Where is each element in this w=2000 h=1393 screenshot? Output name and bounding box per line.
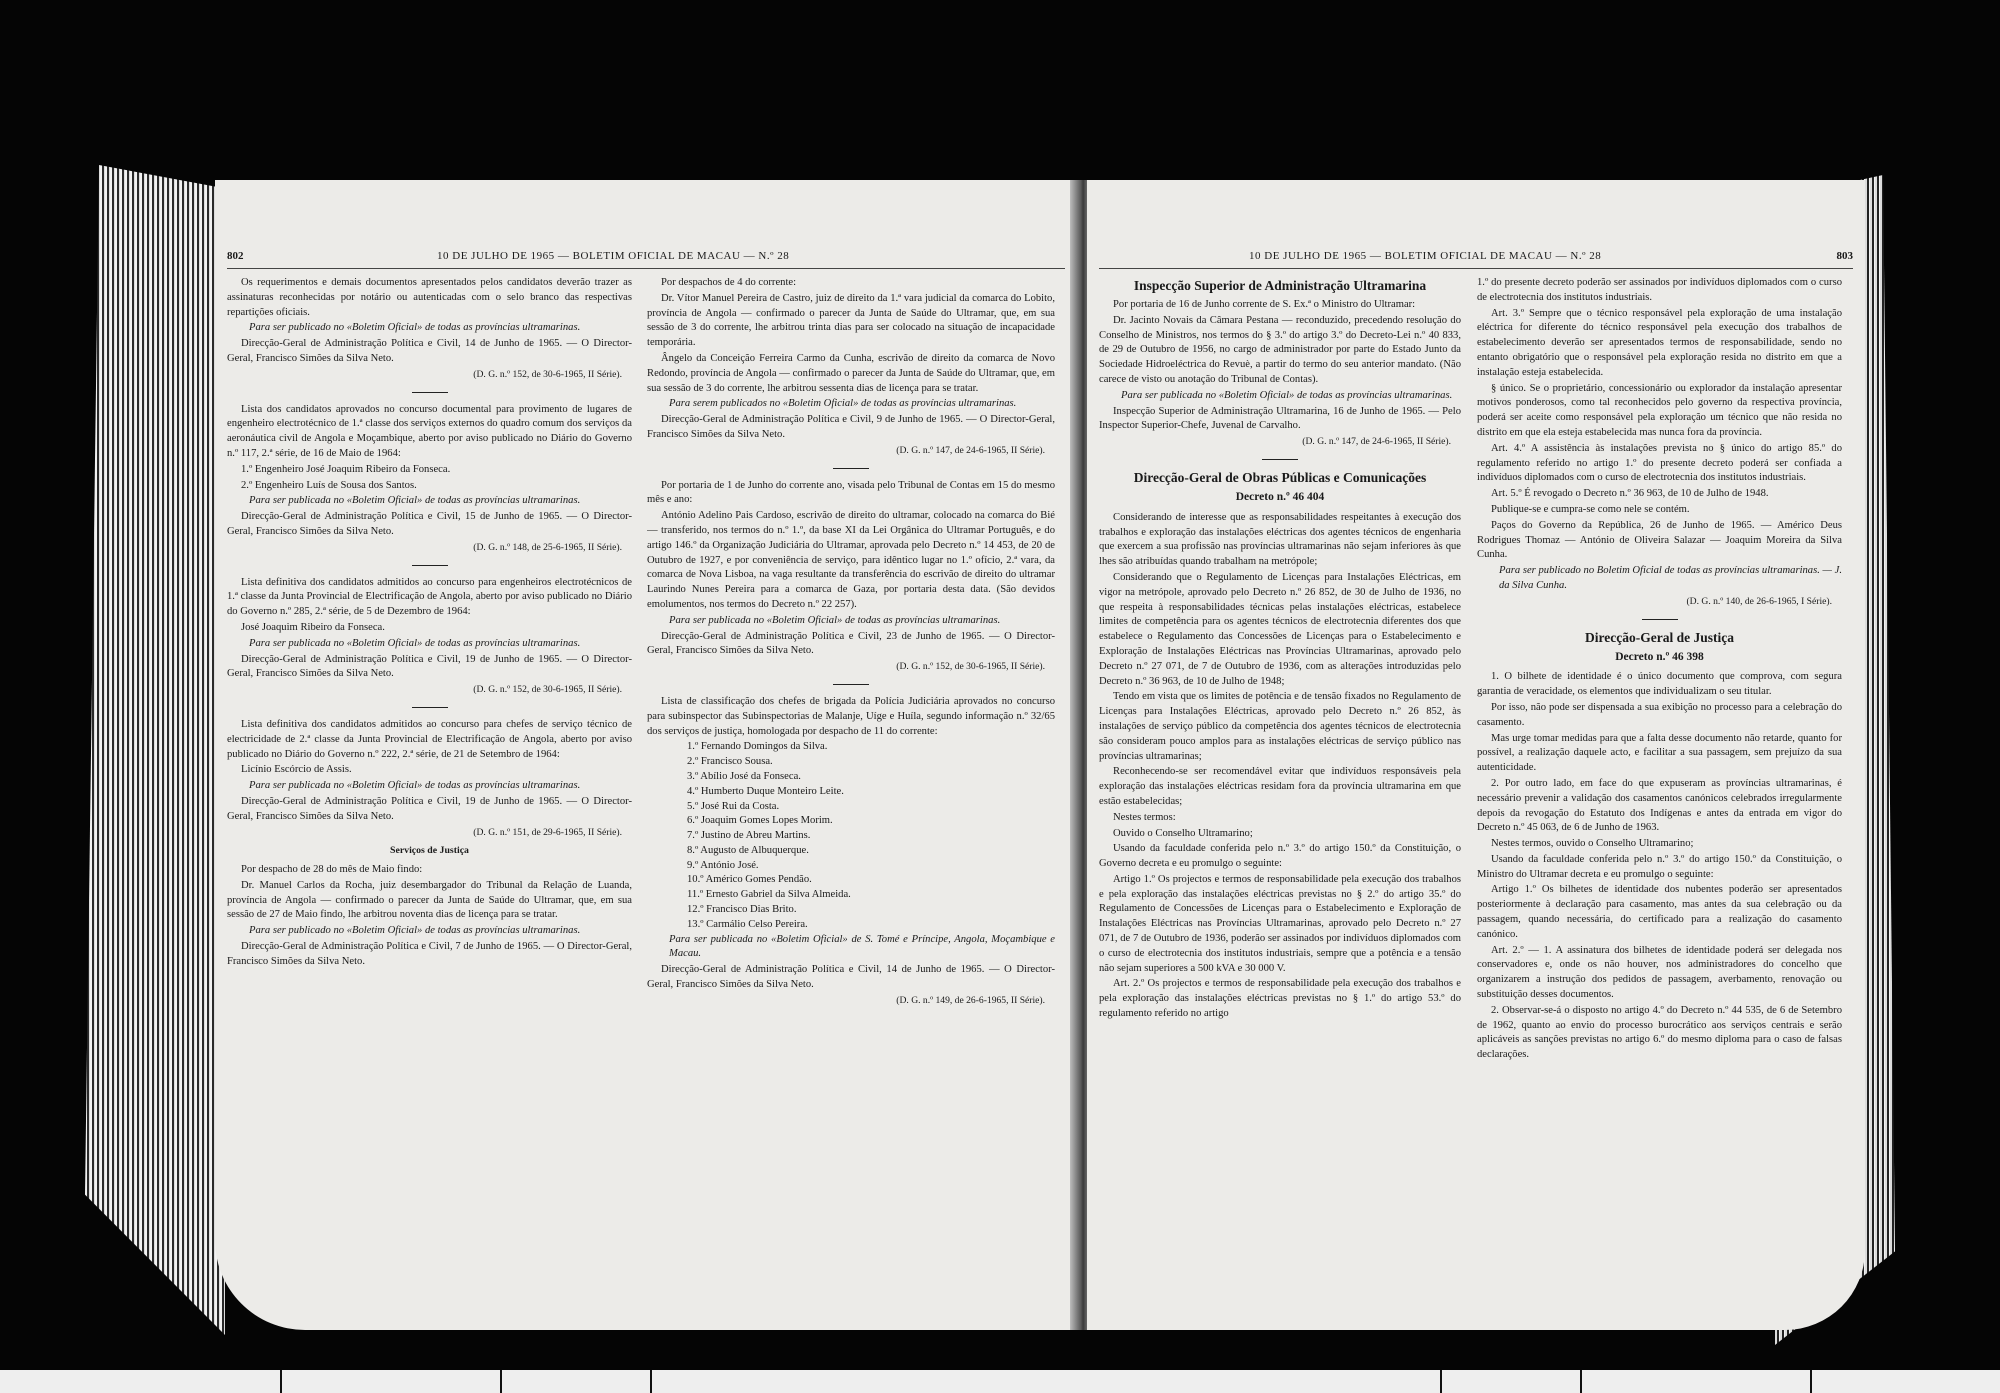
gazette-reference: (D. G. n.º 149, de 26-6-1965, II Série). <box>896 994 1045 1006</box>
paragraph: Lista de classificação dos chefes de brigada da Polícia Judiciária aprovados no concurso para subinspector das Subinspectorias de Malanje, Uíge e Huíla, segundo informação n.º 32/65 dos serviços de justiça, homologada por despacho de 11 do corrente: <box>647 695 1055 737</box>
decree-heading: Decreto n.º 46 404 <box>1235 490 1325 503</box>
paragraph: Direcção-Geral de Administração Política e Civil, 19 de Junho de 1965. — O Director-Geral, Francisco Simões da Silva Neto. <box>227 795 632 822</box>
paragraph: 2. Observar-se-á o disposto no artigo 4.º do Decreto n.º 44 535, de 6 de Setembro de 1962, quanto ao envio do processo burocrático aos serviços centrais e serão aplicáveis as sanções previstas no artigo 6.º do mesmo diploma para o caso de falsas declarações. <box>1477 1004 1842 1061</box>
section-divider <box>1262 459 1298 460</box>
film-mark <box>650 1370 652 1393</box>
paragraph: Usando da faculdade conferida pelo n.º 3.º do artigo 150.º da Constituição, o Ministro do Ultramar decreta e eu promulgo o seguinte: <box>1477 853 1842 880</box>
paragraph: Por despacho de 28 do mês de Maio findo: <box>241 864 423 876</box>
film-mark <box>500 1370 502 1393</box>
gazette-reference: (D. G. n.º 148, de 25-6-1965, II Série). <box>473 541 622 553</box>
list-item: 10.º Américo Gomes Pendão. <box>687 874 812 886</box>
list-item: 9.º António José. <box>687 859 759 871</box>
paragraph: Art. 2.º Os projectos e termos de responsabilidade pela execução dos trabalhos e pela exploração das instalações eléctricas previstas no § 1.º do artigo 53.º do regulamento referido no artigo <box>1099 978 1461 1020</box>
section-heading: Direcção-Geral de Justiça <box>1585 629 1734 645</box>
running-title: 10 DE JULHO DE 1965 — BOLETIM OFICIAL DE MACAU — N.º 28 <box>437 250 790 262</box>
paragraph: Art. 5.º É revogado o Decreto n.º 36 963, de 10 de Julho de 1948. <box>1491 488 1769 500</box>
paragraph: Direcção-Geral de Administração Política e Civil, 19 de Junho de 1965. — O Director-Geral, Francisco Simões da Silva Neto. <box>227 653 632 680</box>
gazette-reference: (D. G. n.º 152, de 30-6-1965, II Série). <box>896 661 1045 673</box>
running-title: 10 DE JULHO DE 1965 — BOLETIM OFICIAL DE MACAU — N.º 28 <box>1249 250 1602 262</box>
list-item: 7.º Justino de Abreu Martins. <box>687 830 811 842</box>
gazette-reference: (D. G. n.º 147, de 24-6-1965, II Série). <box>1302 436 1451 448</box>
list-item: 1.º Fernando Domingos da Silva. <box>687 741 828 753</box>
section-divider <box>412 565 448 566</box>
publication-note: Para ser publicada no «Boletim Oficial» de todas as províncias ultramarinas. <box>249 780 581 792</box>
paragraph: Art. 2.º — 1. A assinatura dos bilhetes de identidade poderá ser delegada nos conservadores e, onde os não houver, nos administradores do concelho que organizarem a instrução dos pedidos de passagem, averbamento, renovação ou substituição desses documentos. <box>1477 944 1842 1001</box>
list-item: 11.º Ernesto Gabriel da Silva Almeida. <box>687 889 851 901</box>
section-heading: Serviços de Justiça <box>390 845 469 857</box>
paragraph: Lista dos candidatos aprovados no concurso documental para provimento de lugares de engenheiro electrotécnico de 1.ª classe dos serviços externos do quadro comum dos serviços da aeronáutica civil de Angola e Moçambique, aberto por aviso publicado no Diário do Governo n.º 117, 2.ª série, de 16 de Maio de 1964: <box>227 403 632 459</box>
paragraph: Dr. Jacinto Novais da Câmara Pestana — reconduzido, precedendo resolução do Conselho de Ministros, nos termos do § 3.º do artigo 3.º do Decreto-Lei n.º 40 833, de 29 de Outubro de 1956, no cargo de administrador por parte do Estado Junto da Sociedade Hidroeléctrica do Revuè, a partir do termo do seu anterior mandato. (Não carece de visto ou anotação do Tribunal de Contas). <box>1099 314 1461 385</box>
paragraph: 1. O bilhete de identidade é o único documento que comprova, com segura garantia de veracidade, os elementos que individualizam o seu titular. <box>1477 671 1842 698</box>
section-divider <box>833 684 869 685</box>
list-item: 3.º Abílio José da Fonseca. <box>687 770 801 782</box>
paragraph: Art. 3.º Sempre que o técnico responsável pela exploração de uma instalação eléctrica for diferente do técnico responsável pela execução dos trabalhos de estabelecimento deverão ser apresentados termos de responsabilidade, sendo no entanto obrigatório que o responsável pela exploração resida no distrito em que a instalação esteja estabelecida. <box>1477 307 1842 378</box>
film-strip-edge <box>0 1370 2000 1393</box>
film-mark <box>1440 1370 1442 1393</box>
paragraph: Direcção-Geral de Administração Política e Civil, 23 de Junho de 1965. — O Director-Geral, Francisco Simões da Silva Neto. <box>647 630 1055 657</box>
list-item: 8.º Augusto de Albuquerque. <box>687 844 809 856</box>
paragraph: Tendo em vista que os limites de potência e de tensão fixados no Regulamento de Licenças para Instalações Eléctricas, aprovado pelo Decreto n.º 26 852, às instalações de serviço público da competência dos agentes técnicos de electrotecnia são consideram pouco amplos para as instalações eléctricas de serviço público nas províncias ultramarinas; <box>1099 691 1461 762</box>
paragraph: § único. Se o proprietário, concessionário ou explorador da instalação apresentar motivos ponderosos, como tal reconhecidos pelo governo da respectiva província, poderá ser aceite como responsável pela exploração um técnico que não resida no distrito em que ela esteja estabelecida mas nunca fora da província. <box>1477 382 1842 438</box>
left-page-column-1 <box>227 276 632 1316</box>
publication-note: Para ser publicada no «Boletim Oficial» de S. Tomé e Príncipe, Angola, Moçambique e Macau. <box>669 933 1055 960</box>
paragraph: António Adelino Pais Cardoso, escrivão de direito do ultramar, colocado na comarca do Bié — transferido, nos termos do n.º 1.º, da base XI da Lei Orgânica do Ultramar Português, e do artigo 146.º da Organização Judiciária do Ultramar, aprovada pelo Decreto n.º 14 453, de 20 de Outubro de 1927, e por conveniência de serviço, para idêntico lugar no 1.º ofício, 2.ª vara, da comarca de Nova Lisboa, na vaga resultante da transferência do escrivão de direito do ultramar Laurindo Nunes Pereira para a comarca de Gaza, por portaria desta data. (São devidos emolumentos, nos termos do Decreto n.º 22 257). <box>647 510 1055 610</box>
section-divider <box>1642 619 1678 620</box>
publication-note: Para ser publicada no «Boletim Oficial» de todas as províncias ultramarinas. <box>669 614 1001 626</box>
left-page-header <box>227 250 1065 269</box>
paragraph: Direcção-Geral de Administração Política e Civil, 15 de Junho de 1965. — O Director-Geral, Francisco Simões da Silva Neto. <box>227 511 632 537</box>
list-item: 4.º Humberto Duque Monteiro Leite. <box>687 785 844 797</box>
list-item: 5.º José Rui da Costa. <box>687 800 780 812</box>
publication-note: Para ser publicado no «Boletim Oficial» de todas as províncias ultramarinas. <box>249 322 581 334</box>
paragraph: José Joaquim Ribeiro da Fonseca. <box>241 621 385 633</box>
section-heading: Inspecção Superior de Administração Ultramarina <box>1133 278 1427 293</box>
list-item: 13.º Carmálio Celso Pereira. <box>687 918 808 930</box>
ranked-list <box>647 740 1055 932</box>
publication-note: Para ser publicada no «Boletim Oficial» de todas as províncias ultramarinas. <box>249 495 581 507</box>
publication-note: Para ser publicado no «Boletim Oficial» de todas as províncias ultramarinas. <box>249 925 581 937</box>
paragraph: Nestes termos, ouvido o Conselho Ultramarino; <box>1491 838 1694 850</box>
publication-note: Para ser publicada no «Boletim Oficial» de todas as províncias ultramarinas. <box>1121 389 1453 401</box>
paragraph: Publique-se e cumpra-se como nele se contém. <box>1491 503 1690 515</box>
paragraph: Art. 4.º A assistência às instalações prevista no § único do artigo 85.º do regulamento referido no artigo 1.º do presente decreto poderá ser confiada a indivíduos diplomados com o curso de electrotecnia dos institutos industriais. <box>1477 442 1842 484</box>
gazette-reference: (D. G. n.º 152, de 30-6-1965, II Série). <box>473 368 622 380</box>
right-page-header <box>1099 250 1853 269</box>
paragraph: Por portaria de 16 de Junho corrente de S. Ex.ª o Ministro do Ultramar: <box>1113 299 1416 310</box>
paragraph: Os requerimentos e demais documentos apresentados pelos candidatos deverão trazer as assinaturas reconhecidas por notário ou autenticadas com o selo branco das respectivas repartições oficiais. <box>227 277 632 318</box>
paragraph: Paços do Governo da República, 26 de Junho de 1965. — Américo Deus Rodrigues Thomaz — António de Oliveira Salazar — Joaquim Moreira da Silva Cunha. <box>1477 519 1842 561</box>
paragraph: Direcção-Geral de Administração Política e Civil, 9 de Junho de 1965. — O Director-Geral, Francisco Simões da Silva Neto. <box>647 414 1055 440</box>
paragraph: Reconhecendo-se ser recomendável evitar que indivíduos responsáveis pela exploração das instalações eléctricas residam fora da província ultramarina em que estão estabelecidas; <box>1099 766 1461 807</box>
publication-note: Para ser publicada no «Boletim Oficial» de todas as províncias ultramarinas. <box>249 637 581 649</box>
paragraph: Ângelo da Conceição Ferreira Carmo da Cunha, escrivão de direito da comarca de Novo Redondo, província de Angola — confirmado o parecer da Junta de Saúde do Ultramar, que, em sua sessão de 3 do corrente, lhe arbitrou sessenta dias de licença para se tratar. <box>647 352 1055 394</box>
right-page <box>1087 180 1865 1330</box>
paragraph: Direcção-Geral de Administração Política e Civil, 7 de Junho de 1965. — O Director-Geral, Francisco Simões da Silva Neto. <box>227 941 632 967</box>
section-divider <box>833 468 869 469</box>
publication-note: Para serem publicados no «Boletim Oficial» de todas as províncias ultramarinas. <box>669 398 1017 410</box>
left-page <box>215 180 1077 1330</box>
paragraph: Considerando que o Regulamento de Licenças para Instalações Eléctricas, em vigor na metrópole, aprovado pelo Decreto n.º 26 852, de 30 de Julho de 1936, no que respeita à responsabilidades técnicas pelas instalações eléctricas, estabelece limites de competência para os agentes técnicos de electrotecnia diferentes dos que estabelece o Regulamento das Concessões de Licenças para o Estabelecimento e Exploração de Instalações Eléctricas nas Províncias Ultramarinas, aprovado pelo Decreto n.º 27 071, de 7 de Outubro de 1936, com as alterações introduzidas pelo Decreto n.º 36 963, de 10 de Julho de 1948; <box>1099 571 1461 687</box>
right-page-column-2 <box>1477 276 1842 1316</box>
paragraph: Dr. Manuel Carlos da Rocha, juiz desembargador do Tribunal da Relação de Luanda, província de Angola — confirmado o parecer da Junta de Saúde do Ultramar, que, em sua sessão de 27 de Maio findo, lhe arbitrou noventa dias de licença para se tratar. <box>227 879 632 921</box>
paragraph: Considerando de interesse que as responsabilidades respeitantes à execução dos trabalhos e exploração das instalações eléctricas dos agentes técnicos de engenharia que exercem a sua profissão nas províncias ultramarinas não sejam inferiores às que lhes são atribuídas quando trabalham na metrópole; <box>1099 511 1461 568</box>
page-number: 802 <box>227 250 244 262</box>
paragraph: Nestes termos: <box>1113 811 1176 823</box>
list-item: 12.º Francisco Dias Brito. <box>687 904 797 916</box>
left-page-stack <box>85 165 225 1335</box>
list-item: 2.º Francisco Sousa. <box>687 756 773 768</box>
paragraph: Por isso, não pode ser dispensada a sua exibição no processo para a celebração do casamento. <box>1477 701 1842 728</box>
paragraph: Lista definitiva dos candidatos admitidos ao concurso para engenheiros electrotécnicos de 1.ª classe da Junta Provincial de Electrificação de Angola, aberto por aviso publicado no Diário do Governo n.º 285, 2.ª série, de 5 de Dezembro de 1964: <box>227 576 632 618</box>
paragraph: Artigo 1.º Os projectos e termos de responsabilidade pela execução dos trabalhos e pela exploração das instalações eléctricas previstas no § 2.º do artigo 35.º do Regulamento de Concessões de Licenças para o Estabelecimento e Exploração de Instalações Eléctricas nas Províncias Ultramarinas, aprovado pelo Decreto n.º 27 071, de 7 de Outubro de 1936, poderão ser assinados por indivíduos diplomados com o curso de electrotecnia dos institutos industriais, sempre que a potência e a tensão não sejam superiores a 500 kVA e 30 000 V. <box>1099 873 1461 974</box>
film-mark <box>1580 1370 1582 1393</box>
paragraph: Ouvido o Conselho Ultramarino; <box>1113 827 1253 839</box>
paragraph: 2. Por outro lado, em face do que expuseram as províncias ultramarinas, é necessário prevenir a validação dos casamentos canónicos celebrados irregularmente depois da revogação do Estatuto dos Indígenas e antes da entrada em vigor do Decreto n.º 45 063, de 6 de Junho de 1963. <box>1477 777 1842 834</box>
gazette-reference: (D. G. n.º 151, de 29-6-1965, II Série). <box>473 826 622 838</box>
paragraph: Direcção-Geral de Administração Política e Civil, 14 de Junho de 1965. — O Director-Geral, Francisco Simões da Silva Neto. <box>647 964 1055 991</box>
paragraph: Por portaria de 1 de Junho do corrente ano, visada pelo Tribunal de Contas em 15 do mesmo mês e ano: <box>647 479 1055 506</box>
paragraph: Lista definitiva dos candidatos admitidos ao concurso para chefes de serviço técnico de electricidade de 2.ª classe da Junta Provincial de Electrificação de Angola, aberto por aviso publicado no Diário do Governo n.º 222, 2.ª série, de 21 de Setembro de 1964: <box>227 718 632 760</box>
right-page-column-1 <box>1099 276 1461 1316</box>
paragraph: Artigo 1.º Os bilhetes de identidade dos nubentes poderão ser apresentados posteriormente à declaração para casamento, mas antes da sua celebração ou da passagem, quando necessária, do certificado para a realização do casamento canónico. <box>1477 884 1842 940</box>
list-item: 6.º Joaquim Gomes Lopes Morim. <box>687 815 833 827</box>
open-bound-volume <box>85 165 1935 1365</box>
paragraph: 1.º do presente decreto poderão ser assinados por indivíduos diplomados com o curso de electrotecnia dos institutos industriais. <box>1477 277 1842 303</box>
paragraph: Licínio Escórcio de Assis. <box>241 764 352 776</box>
gazette-reference: (D. G. n.º 140, de 26-6-1965, I Série). <box>1686 595 1832 607</box>
page-number: 803 <box>1836 250 1853 262</box>
paragraph: Inspecção Superior de Administração Ultramarina, 16 de Junho de 1965. — Pelo Inspector Superior-Chefe, Juvenal de Carvalho. <box>1099 405 1461 432</box>
decree-heading: Decreto n.º 46 398 <box>1615 650 1704 663</box>
paragraph: Usando da faculdade conferida pelo n.º 3.º do artigo 150.º da Constituição, o Governo decreta e eu promulgo o seguinte: <box>1099 843 1461 870</box>
paragraph: Direcção-Geral de Administração Política e Civil, 14 de Junho de 1965. — O Director-Geral, Francisco Simões da Silva Neto. <box>227 338 632 364</box>
paragraph: Mas urge tomar medidas para que a falta desse documento não retarde, quanto for possível, a realização daquele acto, e facilitar a sua passagem, sem prejuízo da sua autenticidade. <box>1477 732 1842 774</box>
paragraph: Por despachos de 4 do corrente: <box>661 277 797 288</box>
left-page-column-2 <box>647 276 1055 1316</box>
film-mark <box>1810 1370 1812 1393</box>
film-mark <box>280 1370 282 1393</box>
section-divider <box>412 707 448 708</box>
section-divider <box>412 392 448 393</box>
paragraph: 2.º Engenheiro Luís de Sousa dos Santos. <box>241 479 417 491</box>
paragraph: 1.º Engenheiro José Joaquim Ribeiro da Fonseca. <box>241 463 451 475</box>
gazette-reference: (D. G. n.º 152, de 30-6-1965, II Série). <box>473 684 622 696</box>
section-heading: Direcção-Geral de Obras Públicas e Comunicações <box>1133 469 1427 485</box>
publication-note: Para ser publicado no Boletim Oficial de todas as províncias ultramarinas. — J. da Silva Cunha. <box>1499 565 1842 591</box>
gazette-reference: (D. G. n.º 147, de 24-6-1965, II Série). <box>896 444 1045 456</box>
paragraph: Dr. Vítor Manuel Pereira de Castro, juiz de direito da 1.ª vara judicial da comarca do Lobito, província de Angola — confirmado o parecer da Junta de Saúde do Ultramar, que, em sua sessão de 3 do corrente, lhe arbitrou trinta dias para ser colocado na situação de incapacidade temporária. <box>647 292 1055 349</box>
